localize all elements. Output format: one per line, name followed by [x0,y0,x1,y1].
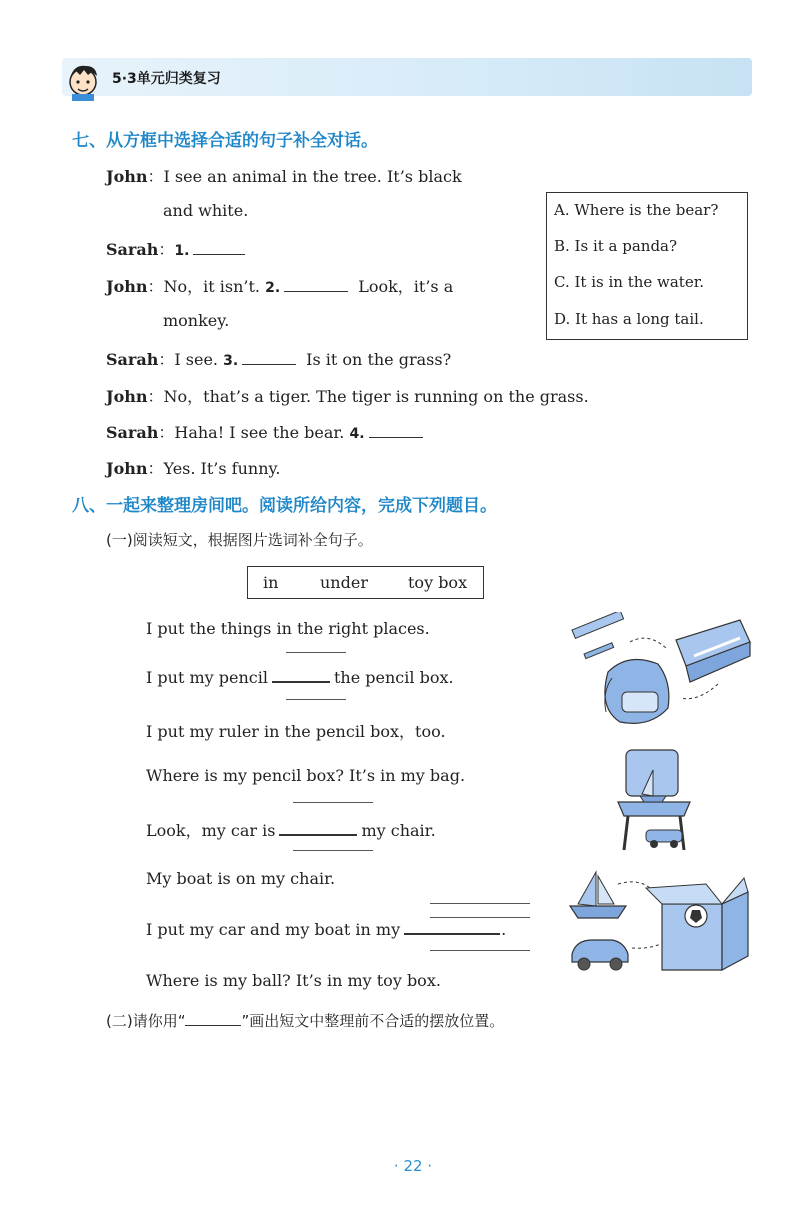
passage-line-2: I put my pencil the pencil box. [146,668,454,687]
toy-box-icon [646,878,748,970]
guide-line [293,802,373,803]
passage-line-5: Look，my car is my chair. [146,821,436,840]
pencil-box-bag-illustration [568,612,756,742]
page-number: · 22 · [393,1157,433,1175]
guide-line [286,699,346,700]
passage-line-6: My boat is on my chair. [146,869,336,888]
section-8-title: 八、一起来整理房间吧。阅读所给内容，完成下列题目。 [72,496,497,516]
dialogue-line-5: John：No，that’s a tiger. The tiger is running on the grass. [106,387,589,406]
option-a: A. Where is the bear? [554,201,719,219]
options-box [546,192,748,340]
pencil-box-icon [676,620,750,682]
answer-blank-3[interactable] [242,363,296,365]
dialogue-line-1b: and white. [163,201,249,220]
dialogue-line-7: John：Yes. It’s funny. [106,459,281,478]
guide-line [430,950,530,951]
dialogue-line-4: Sarah：I see. 3. Is it on the grass? [106,350,452,369]
dialogue-line-1: John：I see an animal in the tree. It’s black [106,167,462,186]
dialogue-line-3b: monkey. [163,311,230,330]
toy-car-icon [572,940,628,970]
option-b: B. Is it a panda? [554,237,678,255]
guide-line [286,652,346,653]
boy-avatar-icon [62,60,104,102]
answer-blank-toybox[interactable] [404,932,500,935]
guide-line [430,917,530,918]
passage-line-8: Where is my ball? It’s in my toy box. [146,971,441,990]
guide-line [293,850,373,851]
word-in: in [263,573,279,592]
answer-blank-pencil[interactable] [272,680,330,683]
passage-line-3: I put my ruler in the pencil box，too. [146,722,446,741]
header-title: 5·3单元归类复习 [112,71,221,87]
word-toy-box: toy box [408,573,468,592]
page-header [62,58,752,96]
word-under: under [320,573,368,592]
guide-line [430,903,530,904]
toys-illustration [566,866,756,976]
passage-line-7: I put my car and my boat in my . [146,920,507,939]
sailboat-icon [570,872,626,918]
part-2-instruction: (二)请你用“ ”画出短文中整理前不合适的摆放位置。 [106,1012,505,1030]
answer-blank-car[interactable] [279,833,357,836]
section-7-title: 七、从方框中选择合适的句子补全对话。 [72,131,378,151]
option-c: C. It is in the water. [554,273,704,291]
chair-boat-car-illustration [610,746,700,856]
part-1-instruction: (一)阅读短文，根据图片选词补全句子。 [106,531,373,549]
dialogue-line-6: Sarah：Haha! I see the bear. 4. [106,420,427,443]
dialogue-line-2: Sarah：1. [106,237,249,260]
answer-blank-4[interactable] [369,436,423,438]
dialogue-line-3: John：No，it isn’t. 2. Look，it’s a [106,277,454,296]
car-icon [646,830,682,848]
word-bank [247,566,484,599]
ruler-pencil-icon [572,612,624,659]
answer-blank-1[interactable] [193,253,245,255]
backpack-icon [605,660,669,724]
answer-blank-2[interactable] [284,290,348,292]
passage-line-4: Where is my pencil box? It’s in my bag. [146,766,466,785]
passage-line-1: I put the things in the right places. [146,619,430,638]
option-d: D. It has a long tail. [554,310,704,328]
underline-sample [185,1024,241,1026]
